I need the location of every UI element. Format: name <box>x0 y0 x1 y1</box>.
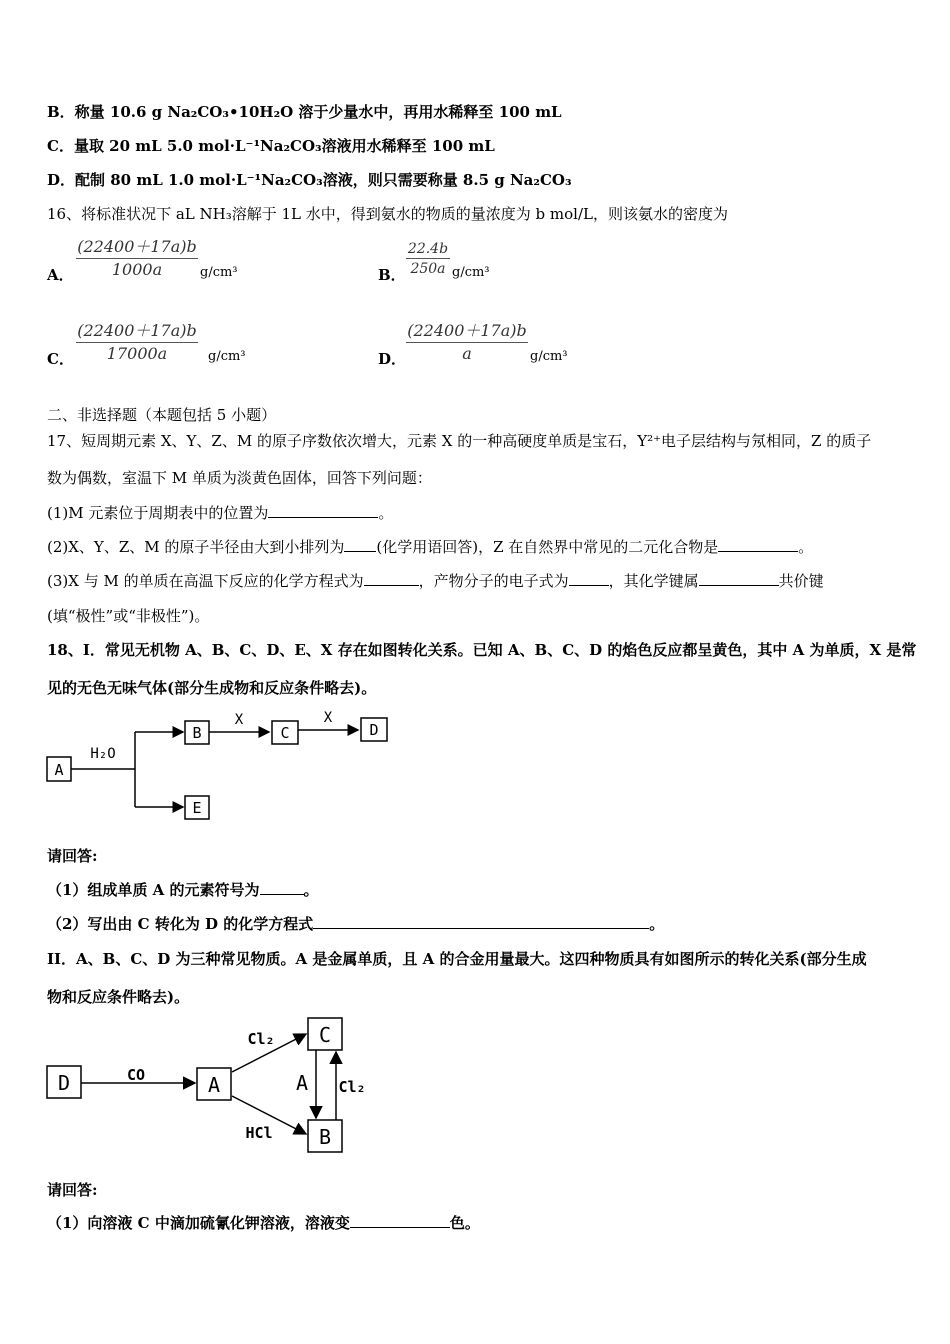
cl2-label-2: Cl₂ <box>338 1078 366 1096</box>
answer-blank[interactable] <box>699 570 779 586</box>
q18-part2-sub1 <box>47 1212 480 1233</box>
q16-option-b-fraction <box>406 240 450 279</box>
q16-option-d-label: D． <box>378 350 407 368</box>
numerator: (22400＋17a)b <box>77 321 197 340</box>
q18-part2-line1: II．A、B、C、D 为三种常见物质。A 是金属单质，且 A 的合金用量最大。这四种物质具有如图所示的转化关系(部分生成 <box>47 950 867 968</box>
q15-option-b: B．称量 10.6 g Na₂CO₃•10H₂O 溶于少量水中，再用水稀释至 100 mL <box>47 103 562 121</box>
q18-stem-line2: 见的无色无味气体(部分生成物和反应条件略去)。 <box>47 679 377 697</box>
denominator: 250a <box>410 261 446 277</box>
box-a-label: A <box>207 1073 221 1097</box>
box-d-label: D <box>369 721 379 739</box>
q18-ask-1: 请回答: <box>47 847 98 865</box>
q16-stem: 16、将标准状况下 aL NH₃溶解于 1L 水中，得到氨水的物质的量浓度为 b mol/L，则该氨水的密度为 <box>47 205 728 223</box>
q17-part2-text: (2)X、Y、Z、M 的原子半径由大到小排列为 <box>47 538 345 556</box>
box-c-label: C <box>280 724 290 742</box>
q16-option-b-unit: g/cm³ <box>452 265 490 280</box>
co-label: CO <box>126 1066 146 1084</box>
denominator: 1000a <box>111 260 163 279</box>
q18-sub1 <box>47 879 319 900</box>
q17-part3-hint: (填“极性”或“非极性”)。 <box>47 607 210 625</box>
box-b-label: B <box>318 1125 332 1149</box>
q17-part1 <box>47 502 393 523</box>
punct: 。 <box>303 881 319 899</box>
q16-option-b-label: B． <box>378 266 406 284</box>
q15-option-c: C．量取 20 mL 5.0 mol·L⁻¹Na₂CO₃溶液用水稀释至 100 mL <box>47 137 495 155</box>
q17-stem-line1: 17、短周期元素 X、Y、Z、M 的原子序数依次增大，元素 X 的一种高硬度单质是宝石，Y²⁺电子层结构与氖相同，Z 的质子 <box>47 432 872 450</box>
q18-sub1-text: （1）组成单质 A 的元素符号为 <box>47 881 260 899</box>
punct: 。 <box>798 538 814 556</box>
section-heading: 二、非选择题（本题包括 5 小题） <box>47 406 277 424</box>
denominator: a <box>462 344 472 363</box>
q17-part2-text2: (化学用语回答)，Z 在自然界中常见的二元化合物是 <box>376 538 719 556</box>
box-a-label: A <box>54 761 64 779</box>
q16-option-c-fraction <box>76 320 198 365</box>
q18-part2-sub1-text: （1）向溶液 C 中滴加硫氰化钾溶液，溶液变 <box>47 1214 350 1232</box>
q16-option-a-fraction <box>76 236 198 281</box>
q18-ask-2: 请回答: <box>47 1181 98 1199</box>
q15-option-d: D．配制 80 mL 1.0 mol·L⁻¹Na₂CO₃溶液，则只需要称量 8.5 g Na₂CO₃ <box>47 171 572 189</box>
q18-stem-line1: 18、I．常见无机物 A、B、C、D、E、X 存在如图转化关系。已知 A、B、C、D 的焰色反应都呈黄色，其中 A 为单质，X 是常 <box>47 641 917 659</box>
water-label: H₂O <box>90 746 116 762</box>
q18-part2-line2: 物和反应条件略去)。 <box>47 988 190 1006</box>
q16-option-c-unit: g/cm³ <box>208 349 246 364</box>
q17-part1-text: (1)M 元素位于周期表中的位置为 <box>47 504 269 522</box>
answer-blank[interactable] <box>718 536 798 552</box>
cl2-label-1: Cl₂ <box>247 1030 275 1048</box>
answer-blank[interactable] <box>569 570 609 586</box>
q17-part3-text3: ，其化学键属 <box>608 572 699 590</box>
box-e-label: E <box>192 799 202 817</box>
q17-part3-text4: 共价键 <box>778 572 824 590</box>
q17-part3 <box>47 570 824 591</box>
box-c-label: C <box>318 1023 332 1047</box>
q17-stem-line2: 数为偶数，室温下 M 单质为淡黄色固体，回答下列问题： <box>47 469 432 487</box>
punct: 。 <box>649 915 665 933</box>
q17-part2 <box>47 536 813 557</box>
q16-option-d-unit: g/cm³ <box>530 349 568 364</box>
mid-a-label: A <box>295 1071 309 1095</box>
answer-blank[interactable] <box>364 570 419 586</box>
answer-blank[interactable] <box>344 536 376 552</box>
q18-part2-sub1-end: 色。 <box>449 1214 480 1232</box>
punct: 。 <box>378 504 394 522</box>
answer-blank[interactable] <box>260 879 304 895</box>
denominator: 17000a <box>106 344 168 363</box>
hcl-label: HCl <box>245 1124 273 1142</box>
q16-option-a-label: A． <box>47 266 74 284</box>
x-label-1: X <box>234 712 244 728</box>
answer-blank[interactable] <box>313 913 649 929</box>
numerator: (22400＋17a)b <box>407 321 527 340</box>
q17-part3-text: (3)X 与 M 的单质在高温下反应的化学方程式为 <box>47 572 364 590</box>
box-d-label: D <box>57 1071 71 1095</box>
conversion-diagram-2 <box>40 1010 380 1160</box>
q18-sub2 <box>47 913 664 934</box>
box-b-label: B <box>192 724 202 742</box>
answer-blank[interactable] <box>350 1212 450 1228</box>
q17-part3-text2: ，产物分子的电子式为 <box>418 572 569 590</box>
x-label-2: X <box>323 710 333 726</box>
conversion-diagram-1 <box>40 706 400 826</box>
answer-blank[interactable] <box>268 502 378 518</box>
q16-option-a-unit: g/cm³ <box>200 265 238 280</box>
numerator: 22.4b <box>407 241 449 257</box>
q16-option-c-label: C． <box>47 350 74 368</box>
q16-option-d-fraction <box>406 320 528 365</box>
q18-sub2-text: （2）写出由 C 转化为 D 的化学方程式 <box>47 915 314 933</box>
numerator: (22400＋17a)b <box>77 237 197 256</box>
